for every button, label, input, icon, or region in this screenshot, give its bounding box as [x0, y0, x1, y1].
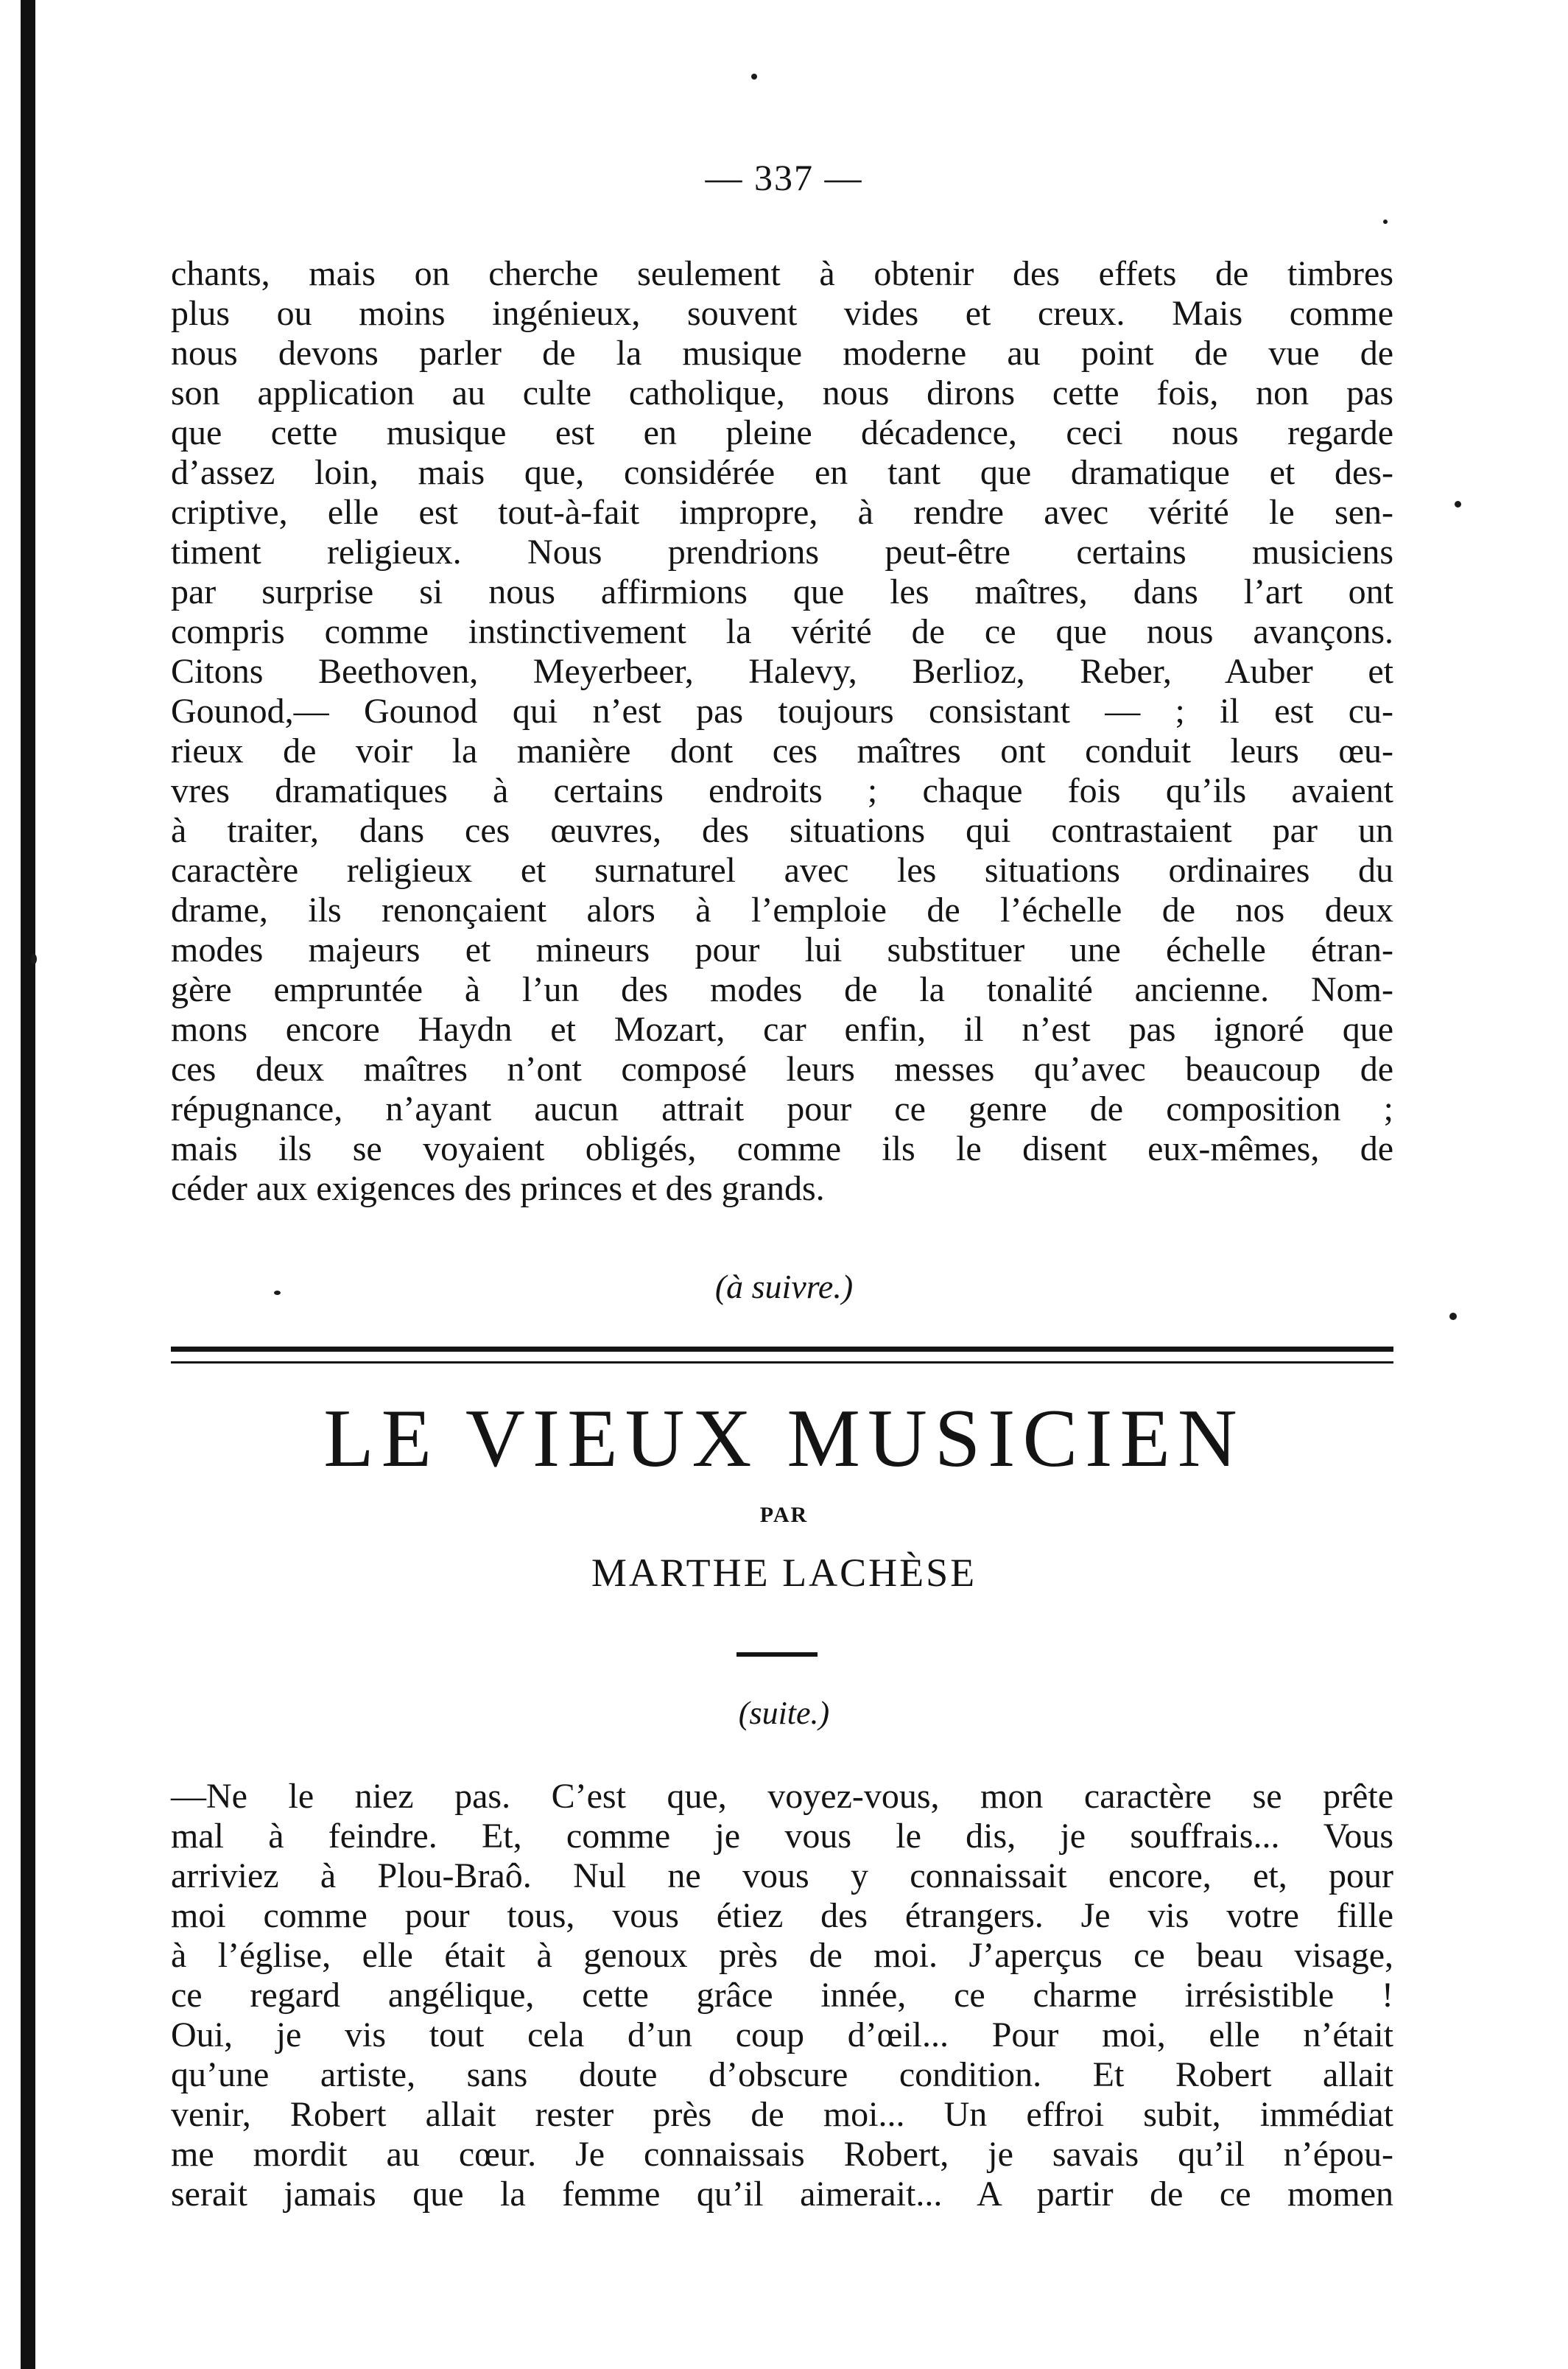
text-line: nous devons parler de la musique moderne au point de vue de: [171, 334, 1393, 373]
text-line: à l’église, elle était à genoux près de moi. J’aperçus ce beau visage,: [171, 1936, 1393, 1975]
text-line: moi comme pour tous, vous étiez des étrangers. Je vis votre fille: [171, 1896, 1393, 1935]
section-divider: [171, 1361, 1393, 1364]
text-line: —Ne le niez pas. C’est que, voyez-vous, mon caractère se prête: [171, 1777, 1393, 1816]
continued-note: (suite.): [738, 1695, 830, 1731]
to-be-continued-note: (à suivre.): [714, 1268, 854, 1305]
text-line: gère empruntée à l’un des modes de la tonalité ancienne. Nom-: [171, 970, 1393, 1009]
text-line: que cette musique est en pleine décadence, ceci nous regarde: [171, 413, 1393, 452]
text-line: son application au culte catholique, nous dirons cette fois, non pas: [171, 373, 1393, 413]
text-line: arriviez à Plou-Braô. Nul ne vous y connaissait encore, et, pour: [171, 1856, 1393, 1895]
ink-speck: [1455, 501, 1461, 508]
text-line: criptive, elle est tout-à-fait impropre, à rendre avec vérité le sen-: [171, 493, 1393, 532]
text-line: venir, Robert allait rester près de moi... Un effroi subit, immédiat: [171, 2095, 1393, 2134]
story-title: LE VIEUX MUSICIEN: [323, 1393, 1245, 1484]
story-text: [171, 1777, 1393, 2214]
text-line: compris comme instinctivement la vérité de ce que nous avançons.: [171, 612, 1393, 651]
section-divider: [171, 1347, 1393, 1352]
text-line: vres dramatiques à certains endroits ; chaque fois qu’ils avaient: [171, 771, 1393, 810]
author-name: MARTHE LACHÈSE: [591, 1551, 977, 1595]
text-line: chants, mais on cherche seulement à obtenir des effets de timbres: [171, 254, 1393, 293]
byline-label: PAR: [759, 1503, 809, 1527]
text-line: à traiter, dans ces œuvres, des situations qui contrastaient par un: [171, 811, 1393, 850]
text-line: drame, ils renonçaient alors à l’emploie de l’échelle de nos deux: [171, 891, 1393, 930]
text-line: mons encore Haydn et Mozart, car enfin, il n’est pas ignoré que: [171, 1010, 1393, 1049]
text-line: me mordit au cœur. Je connaissais Robert, je savais qu’il n’épou-: [171, 2135, 1393, 2174]
page-binding-edge: [21, 0, 35, 2369]
text-line: Gounod,— Gounod qui n’est pas toujours consistant — ; il est cu-: [171, 692, 1393, 731]
text-line: modes majeurs et mineurs pour lui substituer une échelle étran-: [171, 930, 1393, 969]
ink-speck: [1449, 1313, 1457, 1320]
short-divider: [736, 1652, 818, 1657]
text-line: répugnance, n’ayant aucun attrait pour ce genre de composition ;: [171, 1089, 1393, 1129]
text-line: ce regard angélique, cette grâce innée, ce charme irrésistible !: [171, 1976, 1393, 2015]
ink-speck: [1383, 220, 1388, 224]
text-line: timent religieux. Nous prendrions peut-être certains musiciens: [171, 533, 1393, 572]
text-line: Citons Beethoven, Meyerbeer, Halevy, Berlioz, Reber, Auber et: [171, 652, 1393, 691]
page-number: — 337 —: [705, 157, 863, 198]
text-line: céder aux exigences des princes et des grands.: [171, 1169, 825, 1208]
text-line: rieux de voir la manière dont ces maîtres ont conduit leurs œu-: [171, 731, 1393, 771]
text-line: ces deux maîtres n’ont composé leurs messes qu’avec beaucoup de: [171, 1050, 1393, 1089]
text-line: mal à feindre. Et, comme je vous le dis, je souffrais... Vous: [171, 1817, 1393, 1856]
text-line: d’assez loin, mais que, considérée en tant que dramatique et des-: [171, 453, 1393, 492]
text-line: Oui, je vis tout cela d’un coup d’œil... Pour moi, elle n’était: [171, 2015, 1393, 2054]
text-line: mais ils se voyaient obligés, comme ils le disent eux-mêmes, de: [171, 1129, 1393, 1168]
text-line: serait jamais que la femme qu’il aimerait... A partir de ce momen: [171, 2175, 1393, 2214]
text-line: par surprise si nous affirmions que les maîtres, dans l’art ont: [171, 572, 1393, 611]
text-line: plus ou moins ingénieux, souvent vides et creux. Mais comme: [171, 294, 1393, 333]
text-line: caractère religieux et surnaturel avec les situations ordinaires du: [171, 851, 1393, 890]
ink-speck: [31, 954, 37, 964]
article-text: [171, 254, 1393, 1209]
text-line: qu’une artiste, sans doute d’obscure condition. Et Robert allait: [171, 2055, 1393, 2094]
ink-speck: [751, 74, 757, 80]
